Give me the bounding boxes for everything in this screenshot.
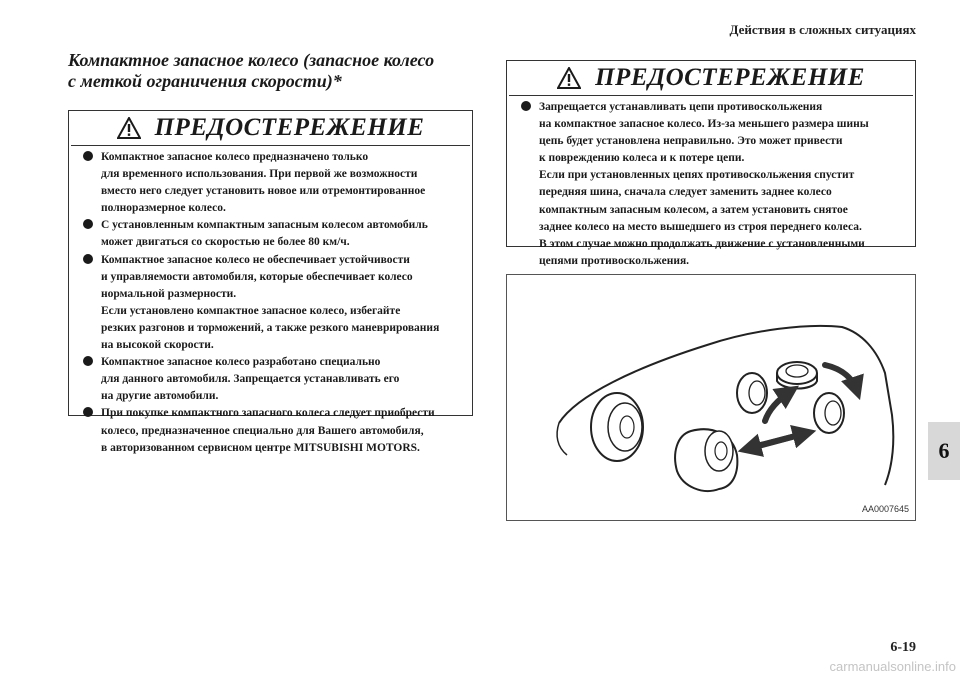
bullet-text [101,252,439,355]
text-line: на высокой скорости. [101,339,214,352]
rear-left-wheel [591,393,643,461]
text-line: резких разгонов и торможений, а также резкого маневрирования [101,321,440,334]
text-line: и управляемости автомобиля, которые обеспечивает колесо [101,270,413,283]
car-sill-line [557,423,567,455]
section-title-line: Компактное запасное колесо (запасное колесо [68,50,435,70]
text-line: для данного автомобиля. Запрещается устанавливать его [101,373,400,386]
text-line: С установленным компактным запасным колесом автомобиль [101,219,428,232]
text-line: Если установлено компактное запасное колесо, избегайте [101,304,401,317]
text-line: Если при установленных цепях противоскольжения спустит [539,169,855,182]
text-line: в авторизованном сервисном центре MITSUBISHI MOTORS. [101,441,420,454]
chapter-tab: 6 [928,422,960,480]
bullet-item [83,405,462,456]
warning-triangle-icon [557,67,581,89]
bullet-dot-icon [521,101,531,111]
text-line: Запрещается устанавливать цепи противоскольжения [539,101,823,113]
warning-label: ПРЕДОСТЕРЕЖЕНИЕ [595,64,865,91]
text-line: цепь будет установлена неправильно. Это может привести [539,135,843,148]
front-right-wheel [814,393,844,433]
text-line: для временного использования. При первой же возможности [101,168,418,181]
bullet-text [539,99,869,270]
spare-wheel [777,362,817,389]
text-line: заднее колесо на место вышедшего из строя переднего колеса. [539,220,862,233]
warning-body [69,146,472,457]
text-line: Компактное запасное колесо предназначено только [101,151,369,163]
text-line: При покупке компактного запасного колеса следует приобрести [101,407,435,420]
text-line: на другие автомобили. [101,390,219,403]
section-title-line: с меткой ограничения скорости)* [68,71,342,91]
image-code: AA0007645 [861,504,909,514]
text-line: передняя шина, сначала следует заменить заднее колесо [539,186,832,199]
watermark: carmanualsonline.info [829,659,956,674]
page-number: 6-19 [890,640,916,655]
text-line: может двигаться со скоростью не более 80 км/ч. [101,236,350,249]
bullet-text [101,149,425,217]
text-line: В этом случае можно продолжать движение с установленными [539,237,865,250]
bullet-dot-icon [83,151,93,161]
flat-tire-wheel [675,429,737,491]
text-line: колесо, предназначенное специально для Вашего автомобиля, [101,424,424,437]
warning-triangle-icon [117,117,141,139]
text-line: компактным запасным колесом, а затем установить снятое [539,203,848,216]
bullet-item [521,99,905,270]
bullet-dot-icon [83,407,93,417]
warning-label: ПРЕДОСТЕРЕЖЕНИЕ [154,114,425,141]
text-line: цепями противоскольжения. [539,254,690,267]
section-title [68,50,468,92]
bullet-text [101,405,435,456]
bullet-dot-icon [83,254,93,264]
warning-header [509,61,913,96]
bullet-text [101,217,428,251]
bullet-dot-icon [83,356,93,366]
text-line: Компактное запасное колесо не обеспечивает устойчивости [101,253,410,266]
warning-box-right [506,60,916,267]
car-wheels-diagram [507,275,915,520]
wheel-rotation-illustration [506,274,916,521]
text-line: вместо него следует установить новое или отремонтированное [101,185,426,198]
warning-body [507,96,915,270]
bullet-item [83,354,462,405]
warning-box-left [68,110,473,454]
bullet-item [83,149,462,217]
text-line: полноразмерное колесо. [101,202,226,215]
arrow-up-icon [765,391,791,421]
warning-header [71,111,470,146]
bullet-text [101,354,399,405]
header-title: Действия в сложных ситуациях [729,22,916,37]
text-line: нормальной размерности. [101,287,237,300]
text-line: к повреждению колеса и к потере цепи. [539,152,745,165]
arrow-double-back-icon [747,433,807,449]
text-line: Компактное запасное колесо разработано специально [101,356,381,369]
text-line: на компактное запасное колесо. Из-за меньшего размера шины [539,118,869,131]
bullet-item [83,252,462,355]
bullet-item [83,217,462,251]
arrow-curve-icon [825,365,857,391]
bullet-dot-icon [83,219,93,229]
front-left-wheel [737,373,767,413]
